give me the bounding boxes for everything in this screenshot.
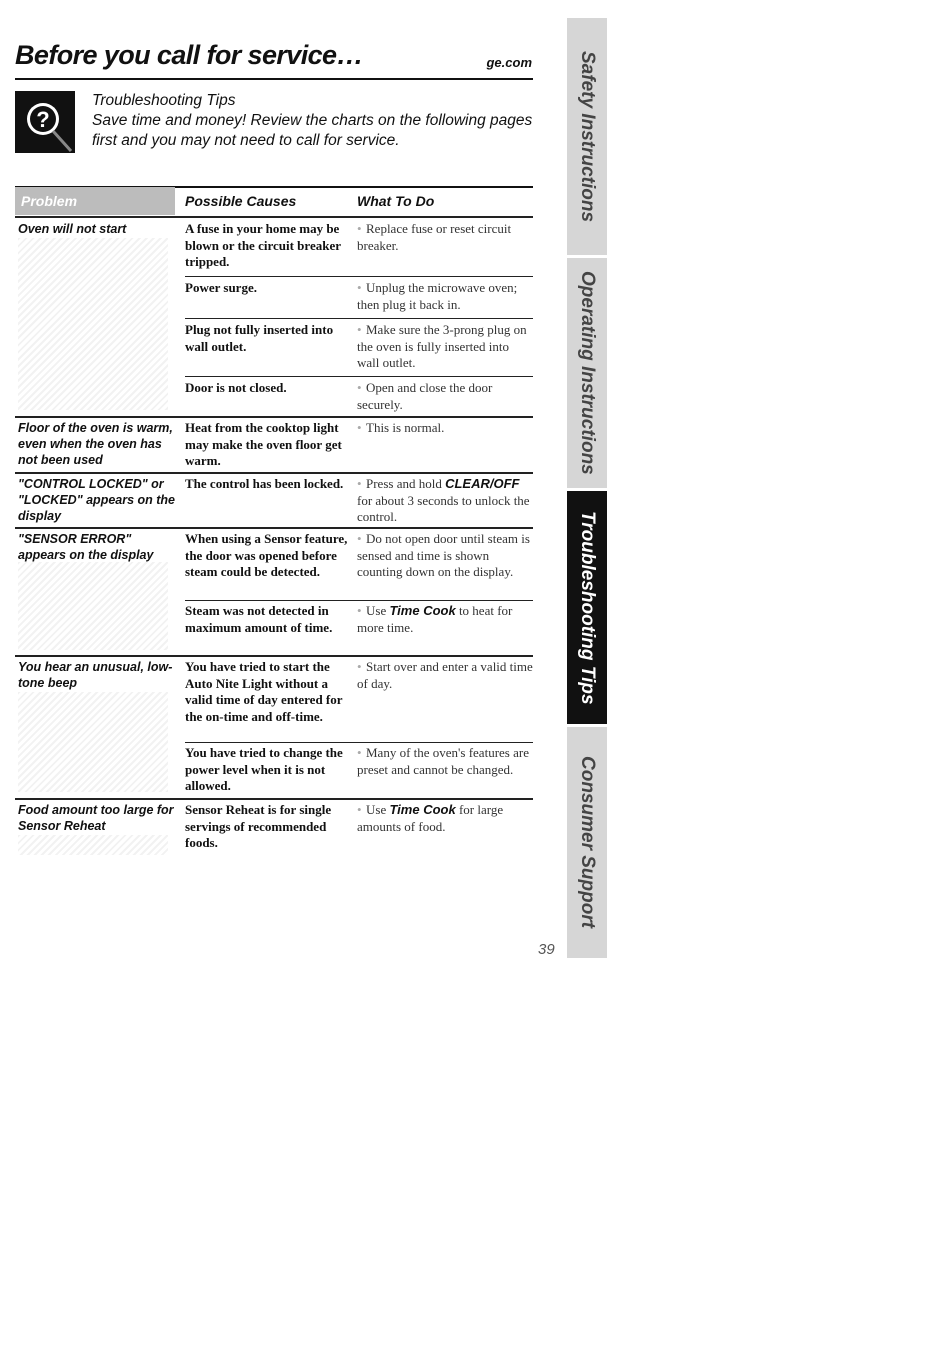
problem-label: You hear an unusual, low-tone beep — [18, 660, 173, 690]
intro-subtitle: Troubleshooting Tips — [92, 92, 236, 109]
problem-shading — [18, 835, 168, 855]
problem-label: Floor of the oven is warm, even when the oven has not been used — [18, 421, 173, 467]
problem-shading — [18, 562, 168, 650]
todo-text: • Start over and enter a valid time of day. — [357, 659, 533, 691]
row-divider — [15, 798, 533, 800]
cause-text: You have tried to start the Auto Nite Light without a valid time of day entered for the on-time and off-time. — [185, 659, 343, 724]
todo-text: • Use Time Cook for large amounts of food. — [357, 802, 504, 834]
sidebar-tab-safety[interactable]: Safety Instructions — [577, 50, 598, 223]
cause-text: Heat from the cooktop light may make the oven floor get warm. — [185, 420, 342, 468]
problem-label: "SENSOR ERROR" appears on the display — [18, 532, 154, 562]
clear-off-key: CLEAR/OFF — [445, 476, 520, 491]
sidebar-tab-troubleshooting[interactable]: Troubleshooting Tips — [577, 510, 598, 705]
row-divider — [185, 742, 533, 743]
time-cook-key: Time Cook — [389, 802, 456, 817]
page-number: 39 — [538, 941, 555, 958]
todo-text: • Unplug the microwave oven; then plug it back in. — [357, 280, 518, 312]
todo-text: • Make sure the 3-prong plug on the oven is fully inserted into wall outlet. — [357, 322, 527, 370]
site-url: ge.com — [486, 55, 532, 70]
column-header-causes: Possible Causes — [185, 193, 297, 209]
column-header-todo: What To Do — [357, 193, 435, 209]
row-divider — [15, 527, 533, 529]
problem-shading — [18, 238, 168, 410]
intro-text: Save time and money! Review the charts on the following pages first and you may not need to call for service. — [92, 112, 533, 149]
cause-text: When using a Sensor feature, the door was opened before steam could be detected. — [185, 531, 348, 579]
cause-text: Plug not fully inserted into wall outlet. — [185, 322, 334, 354]
cause-text: You have tried to change the power level when it is not allowed. — [185, 745, 343, 793]
sidebar-tab-consumer-support[interactable]: Consumer Support — [577, 756, 598, 929]
row-divider — [185, 376, 533, 377]
header-rule — [15, 216, 533, 218]
row-divider — [15, 416, 533, 418]
todo-text: • This is normal. — [357, 420, 445, 435]
todo-text: • Replace fuse or reset circuit breaker. — [357, 221, 512, 253]
question-mark-icon — [15, 91, 75, 153]
todo-text: • Open and close the door securely. — [357, 380, 493, 412]
cause-text: The control has been locked. — [185, 476, 344, 491]
title-rule — [15, 78, 533, 80]
todo-text: • Do not open door until steam is sensed and time is shown counting down on the display. — [357, 531, 530, 579]
sidebar-tab-operating[interactable]: Operating Instructions — [577, 271, 598, 475]
row-divider — [15, 472, 533, 474]
problem-shading — [18, 692, 168, 792]
page-title: Before you call for service… — [15, 40, 363, 70]
row-divider — [15, 655, 533, 657]
todo-text: • Press and hold CLEAR/OFF for about 3 seconds to unlock the control. — [357, 476, 530, 524]
cause-text: A fuse in your home may be blown or the circuit breaker tripped. — [185, 221, 341, 269]
intro-block — [92, 91, 537, 151]
problem-label: Oven will not start — [18, 222, 127, 236]
row-divider — [185, 318, 533, 319]
svg-text:?: ? — [36, 107, 50, 132]
todo-text: • Many of the oven's features are preset and cannot be changed. — [357, 745, 529, 777]
column-header-problem: Problem — [15, 187, 175, 215]
problem-label: Food amount too large for Sensor Reheat — [18, 803, 174, 833]
todo-text: • Use Time Cook to heat for more time. — [357, 603, 513, 635]
row-divider — [185, 276, 533, 277]
cause-text: Power surge. — [185, 280, 257, 295]
cause-text: Door is not closed. — [185, 380, 287, 395]
problem-label: "CONTROL LOCKED" or "LOCKED" appears on the display — [18, 477, 176, 523]
cause-text: Sensor Reheat is for single servings of recommended foods. — [185, 802, 332, 850]
time-cook-key: Time Cook — [389, 603, 456, 618]
row-divider — [185, 600, 533, 601]
cause-text: Steam was not detected in maximum amount of time. — [185, 603, 333, 635]
